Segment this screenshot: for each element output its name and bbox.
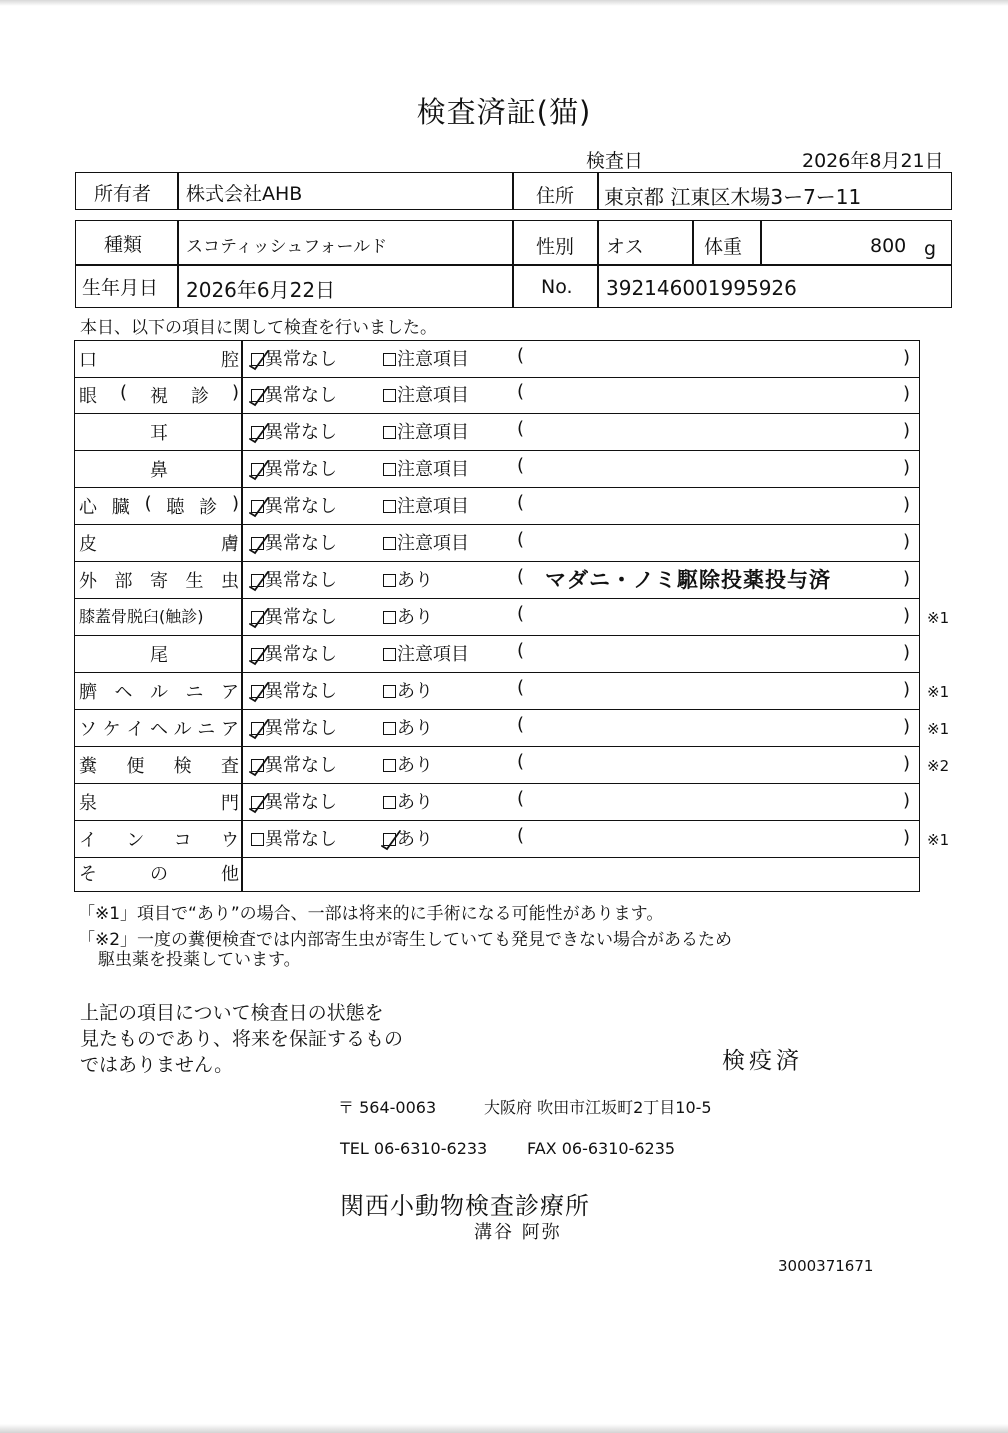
item-name: ソ ケ イ ヘ ル ニ ア: [79, 719, 239, 740]
checkbox-icon[interactable]: [383, 722, 396, 735]
note-paren-open: (: [517, 492, 525, 513]
breed-label: 種類: [104, 234, 143, 256]
number-value: 392146001995926: [606, 276, 797, 300]
option-finding[interactable]: [383, 529, 469, 555]
note-paren-open: (: [517, 345, 525, 366]
checklist-row: [74, 673, 950, 710]
note-paren-close: ): [903, 568, 911, 589]
checkbox-icon[interactable]: [383, 500, 396, 513]
checkbox-icon[interactable]: [383, 426, 396, 439]
footnote-marker: ※1: [927, 720, 950, 738]
exam-date-label: 検査日: [586, 150, 644, 172]
note-paren-open: (: [517, 529, 525, 550]
option-finding[interactable]: [383, 455, 469, 481]
note-paren-close: ): [903, 347, 911, 368]
note-paren-open: (: [517, 788, 525, 809]
option-label: あり: [397, 792, 433, 813]
option-finding[interactable]: [383, 418, 469, 444]
checklist-row: [74, 488, 920, 525]
note-paren-close: ): [903, 716, 911, 737]
checklist-row: [74, 562, 920, 599]
check-mark-icon: [247, 494, 271, 518]
item-name: 外 部 寄 生 虫: [79, 571, 239, 592]
check-mark-icon: [247, 568, 271, 592]
checklist-row: [74, 525, 920, 562]
disclaimer-line: 見たものであり、将来を保証するもの: [80, 1028, 404, 1050]
option-finding[interactable]: [383, 788, 433, 814]
footnote-marker: ※1: [927, 609, 950, 627]
item-name: 皮 膚: [79, 534, 239, 555]
check-mark-icon: [247, 790, 271, 814]
scan-edge-bottom: [0, 1424, 1008, 1433]
checkbox-icon[interactable]: [383, 796, 396, 809]
item-name: 尾: [150, 645, 168, 666]
item-name: 口 腔: [79, 350, 239, 371]
option-label: 異常なし: [265, 829, 337, 850]
option-label: 異常なし: [265, 422, 337, 443]
check-mark-icon: [247, 605, 271, 629]
footnote-2: 「※2」一度の糞便検査では内部寄生虫が寄生していても発見できない場合があるため: [78, 930, 733, 950]
item-name: 眼 ( 視 診 ): [79, 382, 239, 407]
footnote-marker: ※1: [927, 683, 950, 701]
note-paren-open: (: [517, 640, 525, 661]
note-paren-open: (: [517, 566, 525, 587]
note-paren-close: ): [903, 457, 911, 478]
item-name: 膝蓋骨脱臼(触診): [79, 607, 204, 626]
option-label: 異常なし: [265, 792, 337, 813]
sex-label: 性別: [536, 236, 575, 258]
check-mark-icon: [247, 716, 271, 740]
option-label: あり: [397, 681, 433, 702]
note-paren-close: ): [903, 790, 911, 811]
option-finding[interactable]: [383, 566, 433, 592]
checklist-row: [74, 599, 950, 636]
checklist-row: [74, 784, 920, 821]
option-label: 異常なし: [265, 459, 337, 480]
note-paren-open: (: [517, 751, 525, 772]
checkbox-icon[interactable]: [383, 648, 396, 661]
checklist-row: [74, 377, 920, 414]
clinic-phone: TEL 06-6310-6233: [340, 1139, 488, 1158]
checklist-row: [74, 340, 920, 378]
document-title: 検査済証(猫): [416, 95, 592, 129]
check-mark-icon: [247, 679, 271, 703]
serial-number: 3000371671: [778, 1257, 874, 1275]
number-label: No.: [541, 276, 573, 298]
scan-edge-top: [0, 0, 1008, 6]
weight-value: 800: [870, 235, 907, 257]
option-finding[interactable]: [383, 492, 469, 518]
note-paren-open: (: [517, 455, 525, 476]
note-text: マダニ・ノミ駆除投薬投与済: [545, 568, 831, 592]
postal-code: 〒 564-0063: [338, 1098, 437, 1117]
other-label: そ の 他: [79, 864, 239, 885]
checklist-row: [74, 747, 950, 784]
item-name: 耳: [150, 423, 168, 444]
address-label: 住所: [536, 185, 575, 207]
clinic-address: 大阪府 吹田市江坂町2丁目10-5: [484, 1098, 712, 1117]
note-paren-close: ): [903, 383, 911, 404]
option-finding[interactable]: [383, 640, 469, 666]
check-mark-icon: [247, 420, 271, 444]
checklist-row: [74, 710, 950, 747]
quarantine-stamp: 検疫済: [722, 1048, 803, 1074]
footnote-1: 「※1」項目で“あり”の場合、一部は将来的に手術になる可能性があります。: [78, 904, 664, 924]
weight-unit: g: [924, 238, 937, 260]
option-label: あり: [397, 755, 433, 776]
disclaimer-line: ではありません。: [80, 1054, 234, 1076]
checkbox-icon[interactable]: [383, 353, 396, 366]
birth-value: 2026年6月22日: [186, 278, 336, 302]
footnote-2-cont: 駆虫薬を投薬しています。: [98, 950, 301, 970]
option-label: 異常なし: [265, 681, 337, 702]
option-finding[interactable]: [383, 345, 469, 371]
option-finding[interactable]: [383, 603, 433, 629]
check-mark-icon: [247, 347, 271, 371]
note-paren-close: ): [903, 679, 911, 700]
footnote-marker: ※1: [927, 831, 950, 849]
checkbox-icon[interactable]: [383, 685, 396, 698]
checkbox-icon[interactable]: [383, 611, 396, 624]
option-label: あり: [397, 570, 433, 591]
option-label: 異常なし: [265, 644, 337, 665]
option-label: 注意項目: [397, 496, 469, 517]
other-row: [74, 855, 920, 892]
option-label: あり: [397, 718, 433, 739]
note-paren-open: (: [517, 603, 525, 624]
checkbox-icon[interactable]: [383, 574, 396, 587]
note-paren-close: ): [903, 420, 911, 441]
item-name: 臍 ヘ ル ニ ア: [79, 682, 239, 703]
item-name: イ ン コ ウ: [79, 830, 239, 851]
option-label: 注意項目: [397, 533, 469, 554]
item-name: 糞 便 検 査: [79, 756, 239, 777]
check-mark-icon: [379, 827, 403, 851]
note-paren-open: (: [517, 418, 525, 439]
option-label: 異常なし: [265, 755, 337, 776]
owner-label: 所有者: [94, 183, 152, 205]
option-finding[interactable]: [383, 677, 433, 703]
option-label: 注意項目: [397, 459, 469, 480]
owner-value: 株式会社AHB: [186, 183, 303, 205]
check-mark-icon: [247, 531, 271, 555]
option-label: 異常なし: [265, 570, 337, 591]
option-label: あり: [397, 829, 433, 850]
inspector-name: 溝谷 阿弥: [474, 1222, 562, 1243]
item-name: 泉 門: [79, 793, 239, 814]
disclaimer: [80, 1000, 403, 1078]
option-finding[interactable]: [383, 751, 433, 777]
clinic-name: 関西小動物検査診療所: [340, 1192, 590, 1220]
weight-label: 体重: [704, 236, 743, 258]
option-label: 注意項目: [397, 385, 469, 406]
option-label: 異常なし: [265, 718, 337, 739]
item-name: 鼻: [150, 460, 168, 481]
check-mark-icon: [247, 642, 271, 666]
option-finding[interactable]: [383, 381, 469, 407]
option-label: 注意項目: [397, 644, 469, 665]
check-mark-icon: [247, 383, 271, 407]
option-label: 異常なし: [265, 607, 337, 628]
exam-date-value: 2026年8月21日: [802, 150, 944, 172]
note-paren-close: ): [903, 642, 911, 663]
option-no-abnormality[interactable]: [251, 825, 337, 851]
check-mark-icon: [247, 457, 271, 481]
option-label: 異常なし: [265, 496, 337, 517]
checkbox-icon[interactable]: [383, 759, 396, 772]
option-label: 注意項目: [397, 349, 469, 370]
option-finding[interactable]: [383, 714, 433, 740]
breed-value: スコティッシュフォールド: [186, 237, 388, 257]
note-paren-close: ): [903, 531, 911, 552]
checklist-row: [74, 451, 920, 488]
sex-value: オス: [606, 236, 644, 258]
address-value: 東京都 江東区木場3ー7ー11: [604, 185, 862, 209]
note-paren-close: ): [903, 753, 911, 774]
check-mark-icon: [247, 753, 271, 777]
option-label: 異常なし: [265, 349, 337, 370]
checkbox-icon[interactable]: [383, 389, 396, 402]
checklist-row: [74, 821, 950, 858]
checklist-row: [74, 414, 920, 451]
option-label: 異常なし: [265, 533, 337, 554]
checkbox-icon[interactable]: [383, 463, 396, 476]
note-paren-close: ): [903, 494, 911, 515]
note-paren-open: (: [517, 825, 525, 846]
note-paren-open: (: [517, 381, 525, 402]
birth-label: 生年月日: [82, 277, 159, 299]
checkbox-icon[interactable]: [383, 537, 396, 550]
intro-text: 本日、以下の項目に関して検査を行いました。: [80, 318, 437, 338]
clinic-fax: FAX 06-6310-6235: [527, 1139, 676, 1158]
option-label: 異常なし: [265, 385, 337, 406]
footnote-marker: ※2: [927, 757, 950, 775]
disclaimer-line: 上記の項目について検査日の状態を: [80, 1002, 384, 1024]
checklist-row: [74, 636, 920, 673]
note-paren-open: (: [517, 677, 525, 698]
note-paren-close: ): [903, 605, 911, 626]
option-label: あり: [397, 607, 433, 628]
option-label: 注意項目: [397, 422, 469, 443]
note-paren-open: (: [517, 714, 525, 735]
item-name: 心 臓 ( 聴 診 ): [79, 493, 239, 518]
note-paren-close: ): [903, 827, 911, 848]
checkbox-icon[interactable]: [251, 833, 264, 846]
